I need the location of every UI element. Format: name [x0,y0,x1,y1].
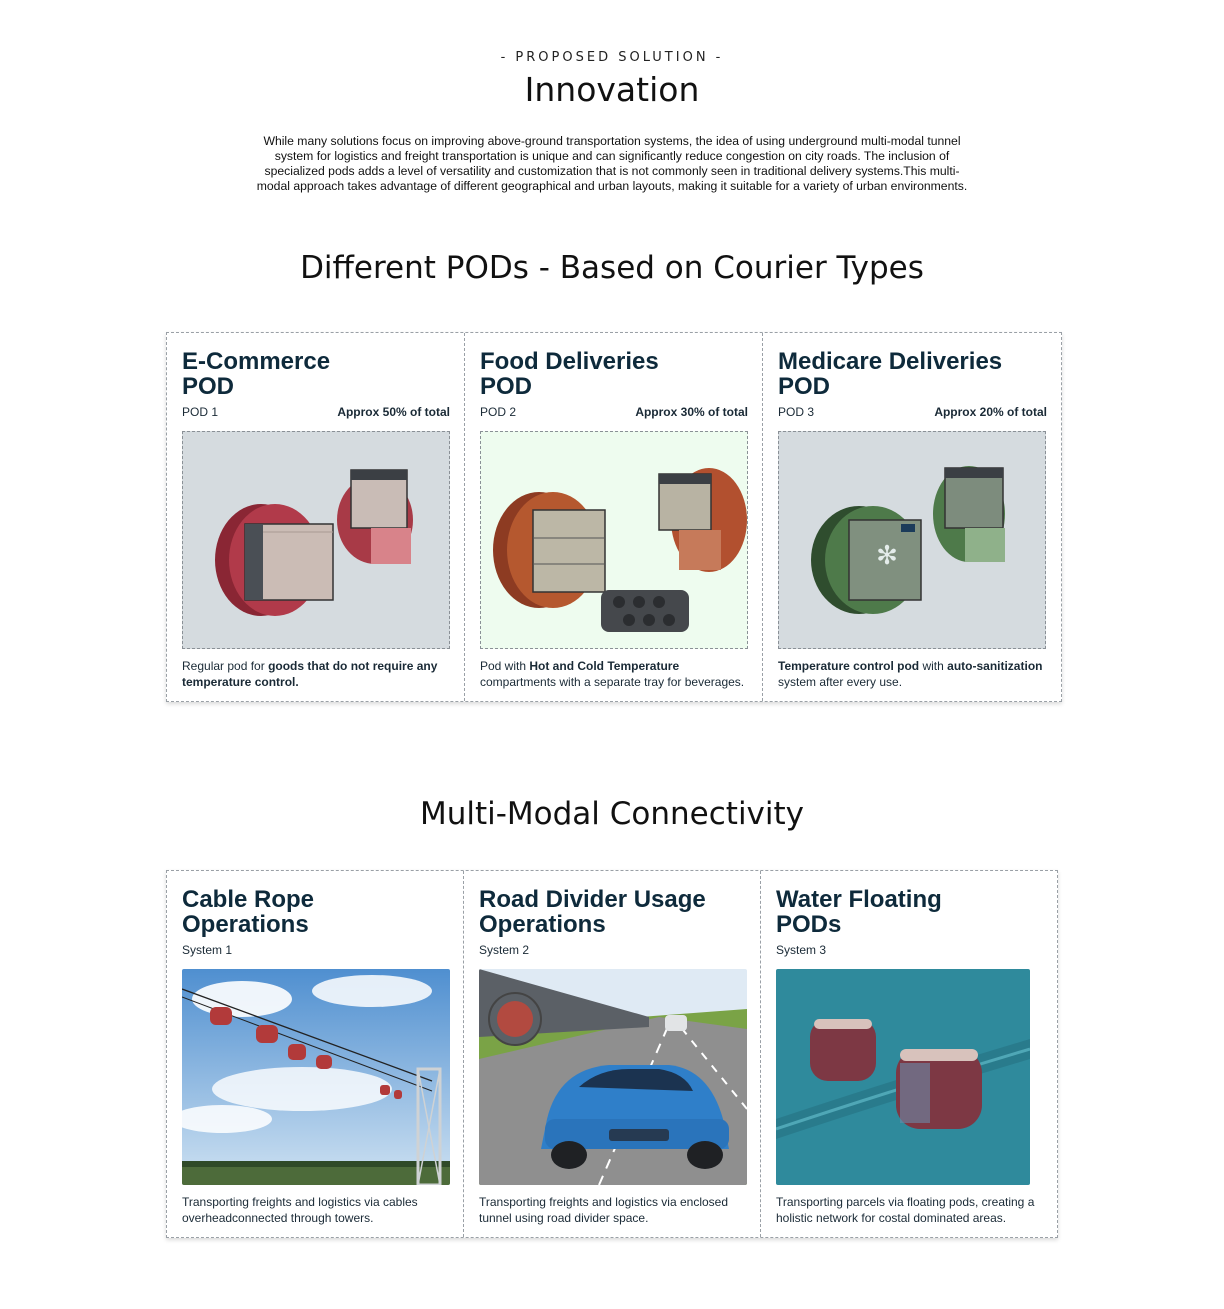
connectivity-section-title: Multi-Modal Connectivity [419,796,805,832]
system-card-road [464,871,761,1237]
pod-share: Approx 20% of total [934,405,1047,419]
system-card-title: Road Divider Usage Operations [479,886,706,938]
pod-description: Pod with Hot and Cold Temperature compartments with a separate tray for beverages. [480,659,745,689]
system-card-title: Cable Rope Operations [182,886,315,938]
pod-label: POD 2 [480,405,517,419]
road-divider-tunnel-photo [479,969,747,1185]
pods-cards [166,332,1062,702]
svg-text:✻: ✻ [876,541,898,571]
system-label: System 1 [182,943,233,957]
pod-label: POD 3 [778,405,815,419]
system-card-cable [167,871,464,1237]
pod-description: Temperature control pod with auto-sanitization system after every use. [778,659,1043,689]
intro-paragraph: While many solutions focus on improving above-ground transportation systems, the idea of using underground multi-modal tunnel system for logistics and freight transportation is unique and can significantly reduce congestion on city roads. The inclusion of specialized pods adds a level of versatility and customization that is not commonly seen in traditional delivery systems.This multi-modal approach takes advantage of different geographical and urban layouts, making it suitable for a variety of urban environments. [256,134,968,193]
red-pod-illustration [182,431,450,649]
pod-card-title: Food Deliveries POD [480,348,659,400]
cable-car-photo [182,969,450,1185]
page-title: Innovation [524,70,700,109]
system-card-water [761,871,1057,1237]
system-description: Transporting freights and logistics via enclosed tunnel using road divider space. [479,1195,729,1225]
pod-card-title: E-Commerce POD [182,348,331,400]
pod-card-food [465,333,763,701]
connectivity-cards [166,870,1058,1238]
pod-share: Approx 50% of total [337,405,450,419]
system-card-title: Water Floating PODs [776,886,942,938]
system-label: System 3 [776,943,827,957]
system-label: System 2 [479,943,530,957]
pods-section-title: Different PODs - Based on Courier Types [300,250,924,286]
pod-share: Approx 30% of total [635,405,748,419]
green-pod-illustration [778,431,1046,649]
system-description: Transporting parcels via floating pods, creating a holistic network for costal dominated areas. [776,1195,1035,1225]
orange-pod-illustration [480,431,748,649]
pod-card-ecommerce [167,333,465,701]
system-description: Transporting freights and logistics via cables overheadconnected through towers. [182,1195,418,1225]
pod-card-title: Medicare Deliveries POD [778,348,1003,400]
pod-card-medicare [763,333,1061,701]
pod-label: POD 1 [182,405,219,419]
pod-description: Regular pod for goods that do not require any temperature control. [182,659,438,689]
eyebrow: - PROPOSED SOLUTION - [500,50,724,65]
floating-pods-photo [776,969,1030,1185]
